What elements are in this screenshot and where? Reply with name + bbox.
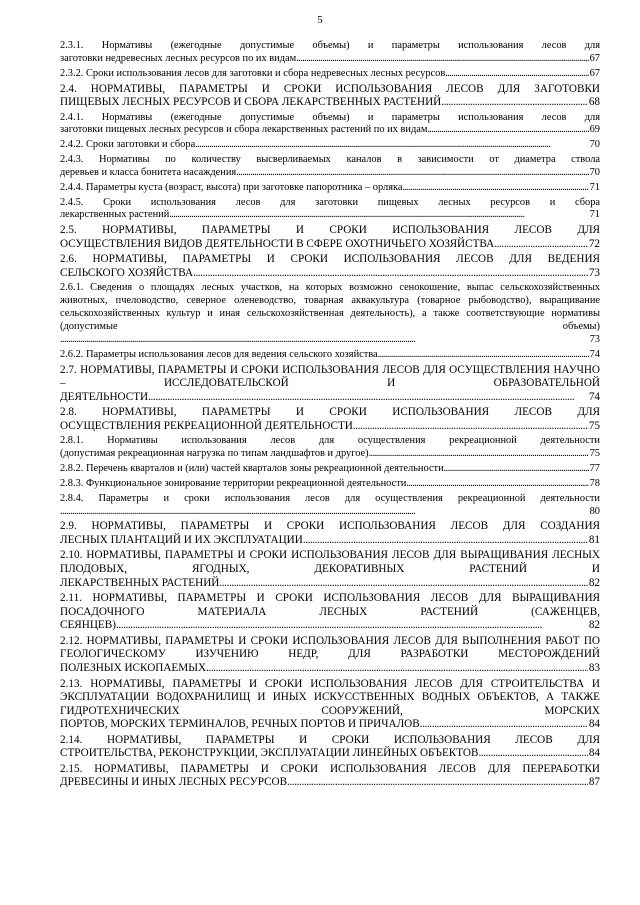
- dot-leader: [195, 139, 588, 152]
- toc-entry[interactable]: [60, 154, 600, 180]
- toc-entry[interactable]: [60, 435, 600, 461]
- toc-page-number: 80: [589, 505, 600, 517]
- page-number: 5: [317, 14, 323, 26]
- toc-entry-title: 2.8.4. Параметры и сроки использования лесов для осуществления рекреационной деятельности: [60, 492, 600, 504]
- dot-leader: [169, 209, 588, 222]
- dot-leader: [219, 577, 587, 591]
- toc-entry[interactable]: [60, 197, 600, 223]
- toc-entry-title: 2.10. НОРМАТИВЫ, ПАРАМЕТРЫ И СРОКИ ИСПОЛЬЗОВАНИЯ ЛЕСОВ ДЛЯ ВЫРАЩИВАНИЯ ЛЕСНЫХ ПЛОДОВЫХ, ЯГОДНЫХ, ДЕКОРАТИВНЫХ РАСТЕНИЙ И: [60, 549, 600, 576]
- toc-page-number: 82: [588, 576, 600, 589]
- toc-entry-title: 2.8.1. Нормативы использования лесов для осуществления рекреационной деятельности: [60, 435, 600, 447]
- toc-entry-title-end: ЛЕСНЫХ ПЛАНТАЦИЙ И ИХ ЭКСПЛУАТАЦИИ: [60, 534, 303, 546]
- toc-entry[interactable]: [60, 182, 600, 195]
- dot-leader: [369, 448, 589, 461]
- toc-entry-title-end: 2.4.2. Сроки заготовки и сбора: [60, 139, 196, 151]
- toc-page-number: 84: [588, 718, 600, 731]
- dot-leader: [60, 334, 589, 347]
- toc-page-number: 71: [589, 209, 600, 221]
- dot-leader: [403, 182, 589, 195]
- dot-leader: [60, 506, 589, 519]
- toc-entry-title: 2.5. НОРМАТИВЫ, ПАРАМЕТРЫ И СРОКИ ИСПОЛЬЗОВАНИЯ ЛЕСОВ ДЛЯ: [60, 224, 600, 237]
- dot-leader: [206, 662, 588, 676]
- toc-entry-title: 2.6.1. Сведения о площадях лесных участков, на которых возможно сенокошение, выпас сельскохозяйственных животных, пчеловодство, северное оленеводство, товарная аквакультура (товарное рыбоводство), выращивание сельскохозяйственных культур и иная сельскохозяйственная деятельность), а также соответствующие нормативы (допустимые объемы): [60, 282, 600, 333]
- toc-entry[interactable]: [60, 463, 600, 476]
- toc-page-number: 83: [588, 662, 600, 675]
- toc-page-number: 71: [589, 181, 600, 193]
- toc-entry[interactable]: [60, 734, 600, 761]
- toc-page-number: 87: [588, 776, 600, 789]
- toc-entry[interactable]: [60, 83, 600, 110]
- toc-entry[interactable]: [60, 478, 600, 491]
- toc-entry-title-end: СЕЛЬСКОГО ХОЗЯЙСТВА: [60, 266, 194, 279]
- toc-entry[interactable]: [60, 282, 600, 347]
- toc-entry-title-end: ДРЕВЕСИНЫ И ИНЫХ ЛЕСНЫХ РЕСУРСОВ: [60, 776, 288, 789]
- toc-entry[interactable]: [60, 678, 600, 732]
- toc-page-number: 68: [588, 96, 600, 109]
- toc-entry-title-end: заготовки пищевых лесных ресурсов и сбора лекарственных растений по их видам: [60, 124, 428, 136]
- table-of-contents: [60, 40, 600, 792]
- toc-entry-title-end: 2.6.2. Параметры использования лесов для ведения сельского хозяйства: [60, 348, 378, 360]
- toc-entry-title: 2.7. НОРМАТИВЫ, ПАРАМЕТРЫ И СРОКИ ИСПОЛЬЗОВАНИЯ ЛЕСОВ ДЛЯ ОСУЩЕСТВЛЕНИЯ НАУЧНО – ИССЛЕДОВАТЕЛЬСКОЙ И ОБРАЗОВАТЕЛЬНОЙ: [60, 363, 600, 390]
- toc-entry-title-end: 2.4.4. Параметры куста (возраст, высота) при заготовке папоротника – орляка: [60, 181, 403, 193]
- toc-page-number: 81: [588, 534, 600, 546]
- toc-entry-title-end: 2.8.2. Перечень кварталов и (или) частей кварталов зоны рекреационной деятельности: [60, 463, 444, 475]
- dot-leader: [287, 776, 588, 790]
- toc-entry-title-end: СТРОИТЕЛЬСТВА, РЕКОНСТРУКЦИИ, ЭКСПЛУАТАЦИИ ЛИНЕЙНЫХ ОБЪЕКТОВ: [60, 747, 479, 760]
- toc-page-number: 67: [589, 52, 600, 64]
- dot-leader: [353, 420, 588, 434]
- toc-page-number: 70: [589, 139, 600, 151]
- toc-page-number: 75: [588, 419, 600, 432]
- toc-entry[interactable]: [60, 549, 600, 590]
- toc-entry-title: 2.3.1. Нормативы (ежегодные допустимые объемы) и параметры использования лесов для: [60, 40, 600, 51]
- dot-leader: [116, 619, 588, 633]
- toc-page-number: 75: [589, 448, 600, 460]
- toc-entry[interactable]: [60, 40, 600, 66]
- toc-entry-title-end: деревьев и класса бонитета насаждения: [60, 166, 237, 178]
- toc-entry-title-end: заготовки недревесных лесных ресурсов по их видам: [60, 52, 297, 64]
- toc-entry-title-end: ПОЛЕЗНЫХ ИСКОПАЕМЫХ: [60, 662, 207, 675]
- toc-entry-title: 2.12. НОРМАТИВЫ, ПАРАМЕТРЫ И СРОКИ ИСПОЛЬЗОВАНИЯ ЛЕСОВ ДЛЯ ВЫПОЛНЕНИЯ РАБОТ ПО ГЕОЛОГИЧЕСКОМУ ИЗУЧЕНИЮ НЕДР, ДЛЯ РАЗРАБОТКИ МЕСТОРОЖДЕНИЙ: [60, 634, 600, 661]
- dot-leader: [148, 391, 588, 405]
- toc-page-number: 82: [588, 619, 600, 632]
- toc-entry-title: 2.6. НОРМАТИВЫ, ПАРАМЕТРЫ И СРОКИ ИСПОЛЬЗОВАНИЯ ЛЕСОВ ДЛЯ ВЕДЕНИЯ: [60, 253, 600, 266]
- toc-entry[interactable]: [60, 520, 600, 547]
- toc-entry-title-end: ДЕЯТЕЛЬНОСТИ: [60, 390, 149, 403]
- toc-entry-title: 2.8. НОРМАТИВЫ, ПАРАМЕТРЫ И СРОКИ ИСПОЛЬЗОВАНИЯ ЛЕСОВ ДЛЯ: [60, 406, 600, 419]
- dot-leader: [378, 349, 589, 362]
- dot-leader: [296, 53, 588, 66]
- toc-entry[interactable]: [60, 763, 600, 790]
- toc-page-number: 69: [589, 124, 600, 136]
- toc-entry[interactable]: [60, 112, 600, 138]
- toc-entry-title: 2.15. НОРМАТИВЫ, ПАРАМЕТРЫ И СРОКИ ИСПОЛЬЗОВАНИЯ ЛЕСОВ ДЛЯ ПЕРЕРАБОТКИ: [60, 762, 600, 775]
- dot-leader: [303, 534, 588, 548]
- toc-page-number: 67: [589, 67, 600, 79]
- toc-entry-title: 2.13. НОРМАТИВЫ, ПАРАМЕТРЫ И СРОКИ ИСПОЛЬЗОВАНИЯ ЛЕСОВ ДЛЯ СТРОИТЕЛЬСТВА И ЭКСПЛУАТАЦИИ ВОДОХРАНИЛИЩ И ИНЫХ ИСКУССТВЕННЫХ ВОДНЫХ ОБЪЕКТОВ, А ТАКЖЕ ГИДРОТЕХНИЧЕСКИХ СООРУЖЕНИЙ, МОРСКИХ: [60, 677, 600, 717]
- toc-entry-title: 2.9. НОРМАТИВЫ, ПАРАМЕТРЫ И СРОКИ ИСПОЛЬЗОВАНИЯ ЛЕСОВ ДЛЯ СОЗДАНИЯ: [60, 520, 600, 533]
- toc-entry[interactable]: [60, 224, 600, 251]
- toc-page-number: 84: [588, 747, 600, 760]
- toc-page-number: 73: [588, 266, 600, 279]
- toc-entry[interactable]: [60, 68, 600, 81]
- toc-entry[interactable]: [60, 635, 600, 676]
- toc-entry[interactable]: [60, 253, 600, 280]
- toc-entry-title-end: ПОРТОВ, МОРСКИХ ТЕРМИНАЛОВ, РЕЧНЫХ ПОРТОВ И ПРИЧАЛОВ: [60, 718, 420, 731]
- toc-entry-title-end: лекарственных растений: [60, 209, 170, 221]
- toc-entry-title-end: ПИЩЕВЫХ ЛЕСНЫХ РЕСУРСОВ И СБОРА ЛЕКАРСТВЕННЫХ РАСТЕНИЙ: [60, 96, 442, 109]
- dot-leader: [427, 124, 588, 137]
- dot-leader: [445, 68, 588, 81]
- toc-entry-title: 2.4.1. Нормативы (ежегодные допустимые объемы) и параметры использования лесов для: [60, 111, 600, 123]
- toc-entry[interactable]: [60, 349, 600, 362]
- dot-leader: [193, 267, 588, 281]
- toc-entry-title: 2.4.5. Сроки использования лесов для заготовки пищевых лесных ресурсов и сбора: [60, 196, 600, 208]
- toc-entry[interactable]: [60, 406, 600, 433]
- dot-leader: [420, 718, 588, 732]
- toc-entry-title: 2.4.3. Нормативы по количеству высверливаемых каналов в зависимости от диаметра ствола: [60, 154, 600, 166]
- toc-entry-title-end: 2.3.2. Сроки использования лесов для заготовки и сбора недревесных лесных ресурсов: [60, 67, 446, 79]
- toc-entry-title-end: ОСУЩЕСТВЛЕНИЯ РЕКРЕАЦИОННОЙ ДЕЯТЕЛЬНОСТИ: [60, 419, 353, 432]
- toc-page-number: 74: [589, 348, 600, 360]
- dot-leader: [236, 167, 588, 180]
- toc-page-number: 77: [589, 463, 600, 475]
- toc-entry[interactable]: [60, 592, 600, 633]
- toc-page-number: 70: [589, 166, 600, 178]
- toc-entry[interactable]: [60, 364, 600, 405]
- toc-entry-title-end: 2.8.3. Функциональное зонирование территории рекреационной деятельности: [60, 477, 407, 489]
- dot-leader: [406, 478, 588, 491]
- toc-page-number: 73: [589, 334, 600, 346]
- toc-entry-title: 2.14. НОРМАТИВЫ, ПАРАМЕТРЫ И СРОКИ ИСПОЛЬЗОВАНИЯ ЛЕСОВ ДЛЯ: [60, 733, 600, 746]
- dot-leader: [441, 96, 588, 110]
- toc-entry-title-end: ЛЕКАРСТВЕННЫХ РАСТЕНИЙ: [60, 576, 220, 589]
- toc-entry[interactable]: [60, 139, 600, 152]
- toc-entry-title-end: (допустимая рекреационная нагрузка по типам ландшафтов и другое): [60, 448, 369, 460]
- dot-leader: [478, 747, 587, 761]
- dot-leader: [444, 463, 589, 476]
- toc-page-number: 74: [588, 390, 600, 403]
- toc-entry-title: 2.11. НОРМАТИВЫ, ПАРАМЕТРЫ И СРОКИ ИСПОЛЬЗОВАНИЯ ЛЕСОВ ДЛЯ ВЫРАЩИВАНИЯ ПОСАДОЧНОГО МАТЕРИАЛА ЛЕСНЫХ РАСТЕНИЙ (САЖЕНЦЕВ,: [60, 592, 600, 618]
- toc-page-number: 72: [588, 237, 600, 250]
- toc-page-number: 78: [589, 477, 600, 489]
- toc-entry-title: 2.4. НОРМАТИВЫ, ПАРАМЕТРЫ И СРОКИ ИСПОЛЬЗОВАНИЯ ЛЕСОВ ДЛЯ ЗАГОТОВКИ: [60, 82, 600, 95]
- toc-entry[interactable]: [60, 493, 600, 519]
- toc-entry-title-end: ОСУЩЕСТВЛЕНИЯ ВИДОВ ДЕЯТЕЛЬНОСТИ В СФЕРЕ ОХОТНИЧЬЕГО ХОЗЯЙСТВА: [60, 237, 495, 250]
- toc-entry-title-end: СЕЯНЦЕВ): [60, 619, 116, 632]
- dot-leader: [494, 238, 588, 252]
